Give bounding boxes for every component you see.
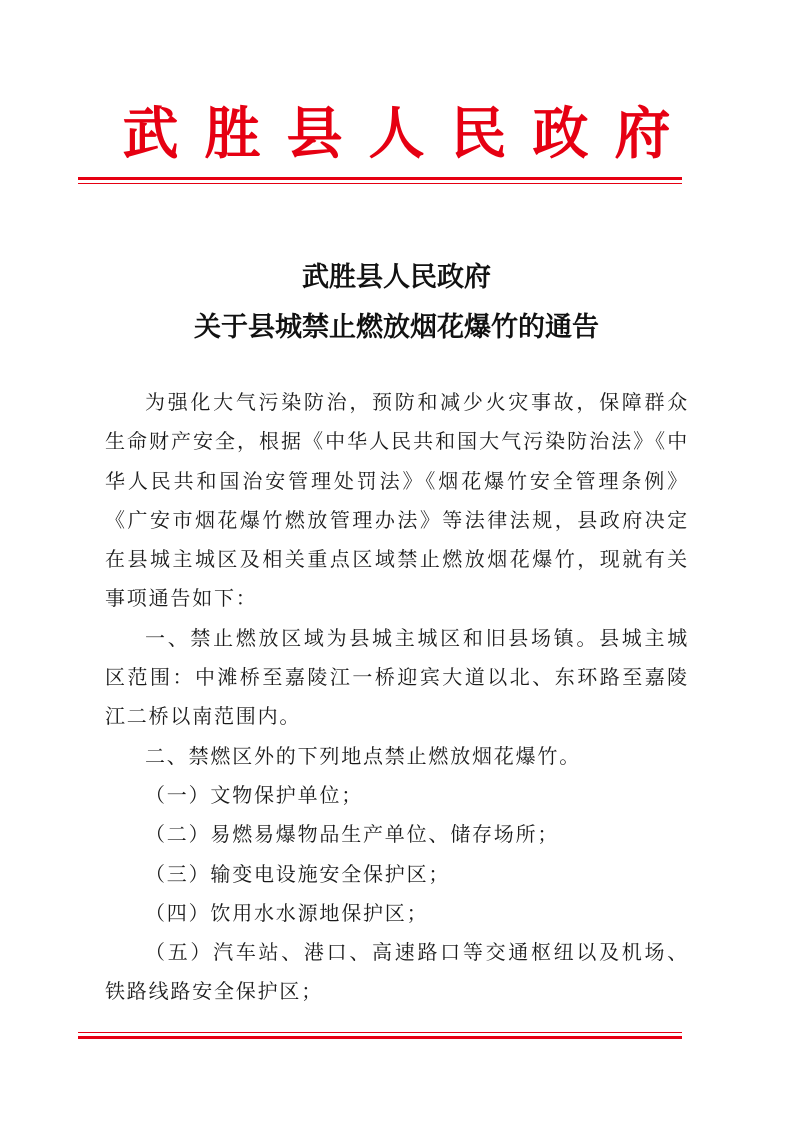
paragraph-subitem-2: （二）易燃易爆物品生产单位、储存场所； — [145, 822, 560, 847]
footer-divider — [78, 1032, 682, 1039]
document-body — [105, 383, 689, 1012]
paragraph-subitem-3: （三）输变电设施安全保护区； — [145, 861, 451, 886]
document-title-line-2: 关于县城禁止燃放烟花爆竹的通告 — [194, 312, 599, 343]
paragraph-item-2: 二、禁燃区外的下列地点禁止燃放烟花爆竹。 — [145, 743, 581, 768]
paragraph-item-1: 一、禁止燃放区域为县城主城区和旧县场镇。县城主城区范围：中滩桥至嘉陵江一桥迎宾大道以北、东环路至嘉陵江二桥以南范围内。 — [105, 625, 689, 729]
document-title-line-1: 武胜县人民政府 — [302, 262, 491, 293]
paragraph-subitem-1: （一）文物保护单位； — [145, 782, 363, 807]
paragraph-subitem-5: （五）汽车站、港口、高速路口等交通枢纽以及机场、铁路线路安全保护区； — [105, 940, 689, 1004]
paragraph-preamble: 为强化大气污染防治，预防和减少火灾事故，保障群众生命财产安全，根据《中华人民共和国大气污染防治法》《中华人民共和国治安管理处罚法》《烟花爆竹安全管理条例》《广安市烟花爆竹燃放管理办法》等法律法规，县政府决定在县城主城区及相关重点区域禁止燃放烟花爆竹，现就有关事项通告如下： — [105, 390, 689, 611]
paragraph-subitem-4: （四）饮用水水源地保护区； — [145, 900, 429, 925]
letterhead-divider-top — [78, 177, 682, 184]
issuer-letterhead: 武胜县人民政府 — [122, 101, 697, 167]
